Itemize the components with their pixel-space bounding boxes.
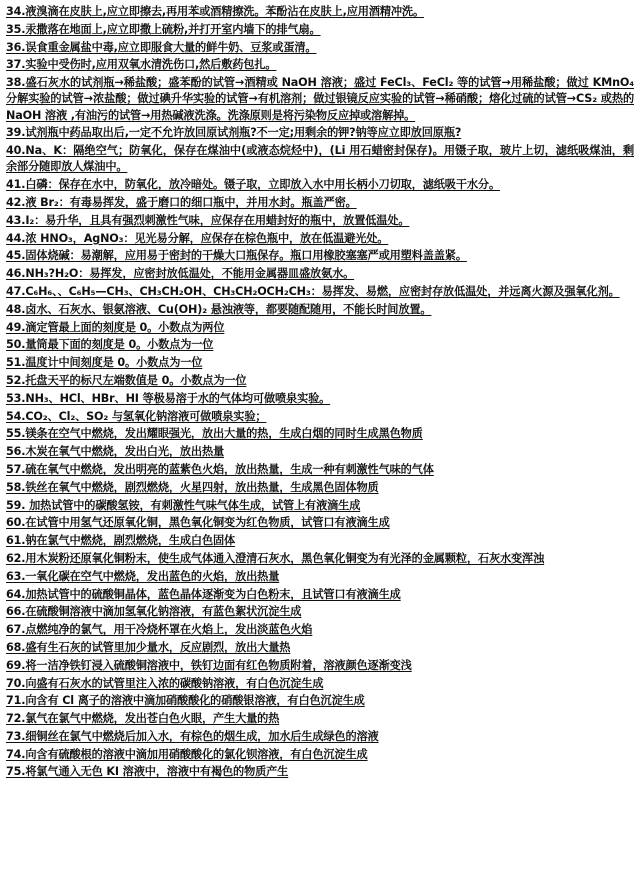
list-item: 60.在试管中用氢气还原氧化铜，黑色氧化铜变为红色物质，试管口有液滴生成 — [6, 516, 390, 530]
list-item: 73.细铜丝在氯气中燃烧后加入水，有棕色的烟生成，加水后生成绿色的溶液 — [6, 729, 379, 743]
list-item: 70.向盛有石灰水的试管里注入浓的碳酸钠溶液，有白色沉淀生成 — [6, 676, 324, 690]
list-item: 53.NH₃、HCl、HBr、HI 等极易溶于水的气体均可做喷泉实验。 — [6, 391, 331, 405]
list-item: 67.点燃纯净的氯气，用干冷烧杯罩在火焰上，发出淡蓝色火焰 — [6, 623, 313, 637]
list-item: 42.液 Br₂：有毒易挥发，盛于磨口的细口瓶中，并用水封。瓶盖严密。 — [6, 195, 357, 209]
list-item: 69.将一洁净铁钉浸入硫酸铜溶液中，铁钉边面有红色物质附着，溶液颜色逐渐变浅 — [6, 658, 412, 672]
list-item: 43.I₂：易升华，且具有强烈刺激性气味，应保存在用蜡封好的瓶中，放置低温处。 — [6, 213, 410, 227]
list-item: 74.向含有硫酸根的溶液中滴加用硝酸酸化的氯化钡溶液，有白色沉淀生成 — [6, 747, 368, 761]
list-item: 61.钠在氯气中燃烧，剧烈燃烧，生成白色固体 — [6, 534, 236, 548]
list-item: 36.误食重金属盐中毒,应立即服食大量的鲜牛奶、豆浆或蛋清。 — [6, 40, 317, 54]
list-item: 66.在硫酸铜溶液中滴加氢氧化钠溶液，有蓝色絮状沉淀生成 — [6, 605, 302, 619]
list-item: 47.C₆H₆、、C₆H₅—CH₃、CH₃CH₂OH、CH₃CH₂OCH₂CH₃：易挥发、易燃，应密封存放低温处，并远离火源及强氧化剂。 — [6, 284, 620, 298]
list-item: 49.滴定管最上面的刻度是 0。小数点为两位 — [6, 320, 225, 334]
list-item: 54.CO₂、Cl₂、SO₂ 与氢氧化钠溶液可做喷泉实验； — [6, 409, 267, 423]
list-item: 51.温度计中间刻度是 0。小数点为一位 — [6, 356, 203, 370]
list-item: 58.铁丝在氧气中燃烧，剧烈燃烧，火星四射，放出热量，生成黑色固体物质 — [6, 480, 379, 494]
list-item: 46.NH₃?H₂O：易挥发，应密封放低温处，不能用金属器皿盛放氨水。 — [6, 267, 355, 281]
list-item: 62.用木炭粉还原氧化铜粉末，使生成气体通入澄清石灰水，黑色氧化铜变为有光泽的金属颗粒，石灰水变浑浊 — [6, 551, 545, 565]
list-item: 64.加热试管中的硫酸铜晶体，蓝色晶体逐渐变为白色粉末，且试管口有液滴生成 — [6, 587, 401, 601]
list-item: 52.托盘天平的标尺左端数值是 0。小数点为一位 — [6, 373, 247, 387]
list-item: 71.向含有 Cl 离子的溶液中滴加硝酸酸化的硝酸银溶液，有白色沉淀生成 — [6, 694, 365, 708]
list-item: 75.将氯气通入无色 KI 溶液中，溶液中有褐色的物质产生 — [6, 765, 289, 779]
list-item: 44.浓 HNO₃，AgNO₃：见光易分解，应保存在棕色瓶中，放在低温避光处。 — [6, 231, 389, 245]
list-item: 41.白磷：保存在水中，防氧化，放冷暗处。镊子取，立即放入水中用长柄小刀切取，滤纸吸干水分。 — [6, 178, 500, 192]
list-item: 56.木炭在氧气中燃烧，发出白光，放出热量 — [6, 445, 225, 459]
list-item: 72.氯气在氯气中燃烧，发出苍白色火眼，产生大量的热 — [6, 712, 280, 726]
list-item: 63.一氧化碳在空气中燃烧，发出蓝色的火焰，放出热量 — [6, 569, 280, 583]
list-item: 55.镁条在空气中燃烧，发出耀眼强光，放出大量的热，生成白烟的同时生成黑色物质 — [6, 427, 423, 441]
list-item: 34.液溴滴在皮肤上,应立即擦去,再用苯或酒精擦洗。苯酚沾在皮肤上,应用酒精冲洗。 — [6, 5, 424, 18]
list-item: 38.盛石灰水的试剂瓶→稀盐酸；盛苯酚的试管→酒精或 NaOH 溶液；盛过 FeCl₃、FeCl₂ 等的试管→用稀盐酸；做过 KMnO₄ 分解实验的试管→浓盐酸；做过碘升华实验的试管→有机溶剂；做过银镜反应实验的试管→稀硝酸；熔化过硫的试管→CS₂ 或热的 NaOH 溶液 ,有油污的试管→用热碱液洗涤。洗涤原则是将污染物反应掉或溶解掉。 — [6, 76, 634, 122]
list-item: 57.硫在氧气中燃烧，发出明亮的蓝紫色火焰，放出热量，生成一种有刺激性气味的气体 — [6, 462, 434, 476]
list-item: 37.实验中受伤时,应用双氧水清洗伤口,然后敷药包扎。 — [6, 58, 277, 72]
list-item: 40.Na、K：隔绝空气；防氧化，保存在煤油中(或液态烷烃中)，(Li 用石蜡密封保存)。用镊子取，玻片上切，滤纸吸煤油，剩余部分随即放人煤油中。 — [6, 144, 634, 174]
list-item: 48.卤水、石灰水、银氨溶液、Cu(OH)₂ 悬浊液等，都要随配随用，不能长时间放置。 — [6, 302, 432, 316]
list-item: 50.量筒最下面的刻度是 0。小数点为一位 — [6, 338, 214, 352]
list-item: 45.固体烧碱：易潮解，应用易于密封的干燥大口瓶保存。瓶口用橡胶塞塞严或用塑料盖盖紧。 — [6, 249, 467, 263]
list-item: 59. 加热试管中的碳酸氢铵，有刺激性气味气体生成，试管上有液滴生成 — [6, 498, 361, 512]
list-item: 68.盛有生石灰的试管里加少量水，反应剧烈，放出大量热 — [6, 640, 291, 654]
list-item: 35.汞撒落在地面上,应立即撒上硫粉,并打开室内墙下的排气扇。 — [6, 22, 321, 36]
list-item: 39.试剂瓶中药品取出后,一定不允许放回原试剂瓶?不一定;用剩余的钾?钠等应立即放回原瓶? — [6, 126, 462, 140]
